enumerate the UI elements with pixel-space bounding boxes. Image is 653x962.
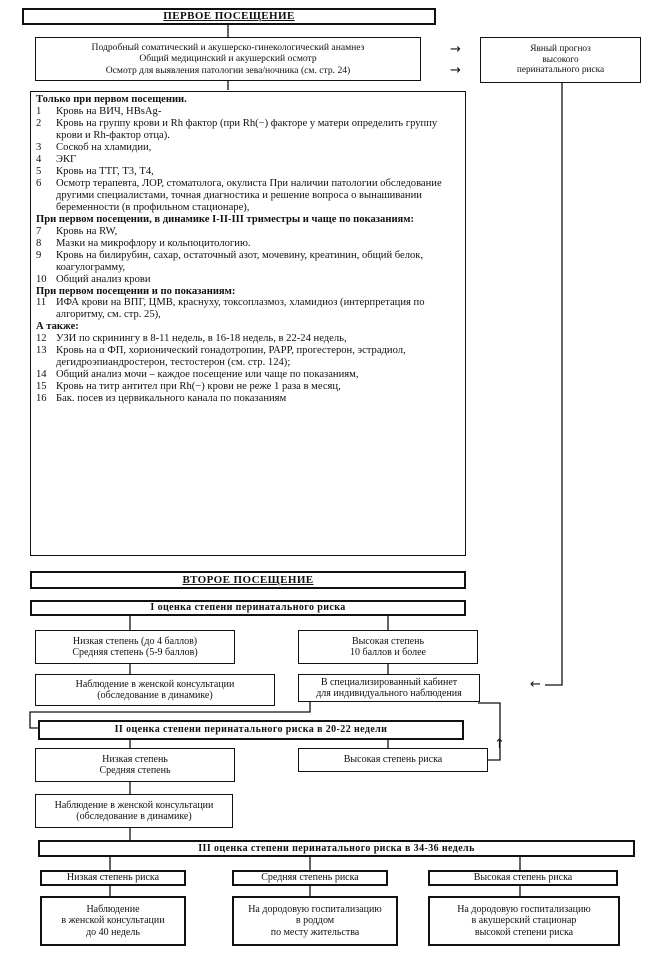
risk3-high-action-line: в акушерский стационар	[471, 915, 577, 927]
risk3-high-head	[428, 870, 618, 886]
risk2-low-line: Низкая степень	[102, 753, 168, 765]
arrow-right-icon: →	[450, 63, 461, 78]
tests-list-box	[30, 91, 466, 556]
risk1-title	[30, 600, 466, 616]
list-item: 11 ИФА крови на ВПГ, ЦМВ, краснуху, токсоплазмоз, хламидиоз (интерпретация по алгоритму, см. стр. 25),	[36, 297, 425, 321]
list-item: 5 Кровь на ТТГ, Т3, Т4,	[36, 165, 154, 177]
risk1-low-action-line: (обследование в динамике)	[97, 690, 213, 701]
arrow-left-icon: ←	[530, 677, 541, 692]
risk2-low-line: Средняя степень	[99, 765, 171, 776]
risk2-low-action-line: (обследование в динамике)	[76, 811, 192, 822]
risk1-high-box	[298, 630, 478, 664]
connector-line	[545, 82, 562, 685]
first-visit-exam-box	[35, 37, 421, 81]
exam-line: Общий медицинский и акушерский осмотр	[139, 53, 317, 65]
second-visit-title	[30, 571, 466, 589]
second-visit-title-text: ВТОРОЕ ПОСЕЩЕНИЕ	[182, 573, 314, 586]
list-item: 2 Кровь на группу крови и Rh фактор (при Rh(−) факторе у матери определить группу крови и Rh-фактор отца).	[36, 117, 438, 141]
risk1-high-line: Высокая степень	[351, 635, 425, 647]
also-header: А также:	[36, 321, 79, 333]
prognosis-line: перинатального риска	[516, 65, 605, 76]
risk1-low-action-box	[35, 674, 275, 706]
risk2-low-box	[35, 748, 235, 782]
exam-line: Подробный соматический и акушерско-гинекологический анамнез	[91, 42, 365, 54]
list-item: 9 Кровь на билирубин, сахар, остаточный азот, мочевину, креатинин, общий белок, коагулограмму,	[36, 249, 424, 273]
risk1-high-action-box	[298, 674, 480, 702]
risk2-title-text: II оценка степени перинатального риска в 20-22 недели	[114, 724, 388, 736]
exam-line: Осмотр для выявления патологии зева/ночника (см. стр. 24)	[105, 64, 351, 76]
risk3-low-action-line: в женской консультации	[61, 915, 165, 927]
risk3-mid-action-line: в роддом	[295, 915, 335, 927]
risk3-title	[38, 840, 635, 857]
prognosis-line: Явный прогноз	[530, 43, 591, 54]
risk1-low-box	[35, 630, 235, 664]
risk2-title	[38, 720, 464, 740]
risk2-low-action-box	[35, 794, 233, 828]
risk1-high-action-line: для индивидуального наблюдения	[316, 688, 462, 699]
risk1-high-line: 10 баллов и более	[350, 647, 426, 658]
risk3-high-action-line: На дородовую госпитализацию	[457, 903, 591, 915]
risk3-low-action-line: до 40 недель	[86, 926, 140, 938]
risk1-low-line: Низкая степень (до 4 баллов)	[72, 635, 198, 647]
indication-header: При первом посещении и по показаниям:	[36, 285, 236, 297]
risk1-high-action-line: В специализированный кабинет	[320, 676, 458, 688]
arrow-right-icon: →	[450, 42, 461, 57]
risk1-title-text: I оценка степени перинатального риска	[150, 602, 346, 614]
risk1-low-action-line: Наблюдение в женской консультации	[75, 678, 235, 690]
list-item: 7 Кровь на RW,	[36, 225, 118, 237]
risk3-mid-action-line: по месту жительства	[270, 926, 360, 938]
first-visit-title-text: ПЕРВОЕ ПОСЕЩЕНИЕ	[163, 10, 295, 23]
risk3-low-head	[40, 870, 186, 886]
risk3-mid-head-text: Средняя степень риска	[261, 872, 359, 884]
risk3-high-action-box	[428, 896, 620, 946]
list-item: 4 ЭКГ	[36, 153, 77, 165]
list-item: 10 Общий анализ крови	[36, 273, 151, 285]
arrow-up-icon: ↑	[494, 737, 505, 752]
risk3-low-action-box	[40, 896, 186, 946]
list-item: 14 Общий анализ мочи – каждое посещение или чаще по показаниям,	[36, 369, 359, 381]
prognosis-line: высокого	[542, 54, 579, 65]
list-item: 8 Мазки на микрофлору и кольпоцитологию.	[36, 237, 251, 249]
risk3-low-action-line: Наблюдение	[86, 903, 140, 915]
risk1-low-line: Средняя степень (5-9 баллов)	[72, 647, 198, 658]
list-item: 1 Кровь на ВИЧ, HBsAg-	[36, 105, 162, 117]
first-visit-title	[22, 8, 436, 25]
dynamic-header: При первом посещении, в динамике I-II-III триместры и чаще по показаниям:	[36, 213, 415, 225]
risk3-title-text: III оценка степени перинатального риска в 34-36 недель	[198, 842, 475, 854]
risk3-low-head-text: Низкая степень риска	[66, 872, 160, 884]
risk3-mid-action-box	[232, 896, 398, 946]
risk2-high-box	[298, 748, 488, 772]
list-item: 3 Соскоб на хламидии,	[36, 141, 152, 153]
only-first-header: Только при первом посещении.	[36, 94, 187, 105]
list-item: 13 Кровь на α ФП, хорионический гонадотропин, РАРР, прогестерон, эстрадиол, дегидроэпиандростерон, тестостерон (см. стр. 124);	[36, 345, 406, 369]
risk2-low-action-line: Наблюдение в женской консультации	[54, 799, 214, 811]
list-item: 12 УЗИ по скринингу в 8-11 недель, в 16-18 недель, в 22-24 недель,	[36, 333, 347, 345]
risk3-high-action-line: высокой степени риска	[474, 926, 574, 938]
list-item: 15 Кровь на титр антител при Rh(−) крови не реже 1 раза в месяц,	[36, 381, 341, 393]
risk3-mid-head	[232, 870, 388, 886]
high-risk-prognosis-box	[480, 37, 641, 83]
list-item: 6 Осмотр терапевта, ЛОР, стоматолога, окулиста При наличии патологии обследование другими специалистами, точная диагностика и решение вопроса о вынашивании беременности (в профильном стационаре),	[36, 177, 442, 213]
risk3-mid-action-line: На дородовую госпитализацию	[248, 903, 382, 915]
risk2-high-line: Высокая степень риска	[343, 754, 443, 766]
risk3-high-head-text: Высокая степень риска	[473, 872, 573, 884]
list-item: 16 Бак. посев из цервикального канала по показаниям	[36, 393, 287, 405]
